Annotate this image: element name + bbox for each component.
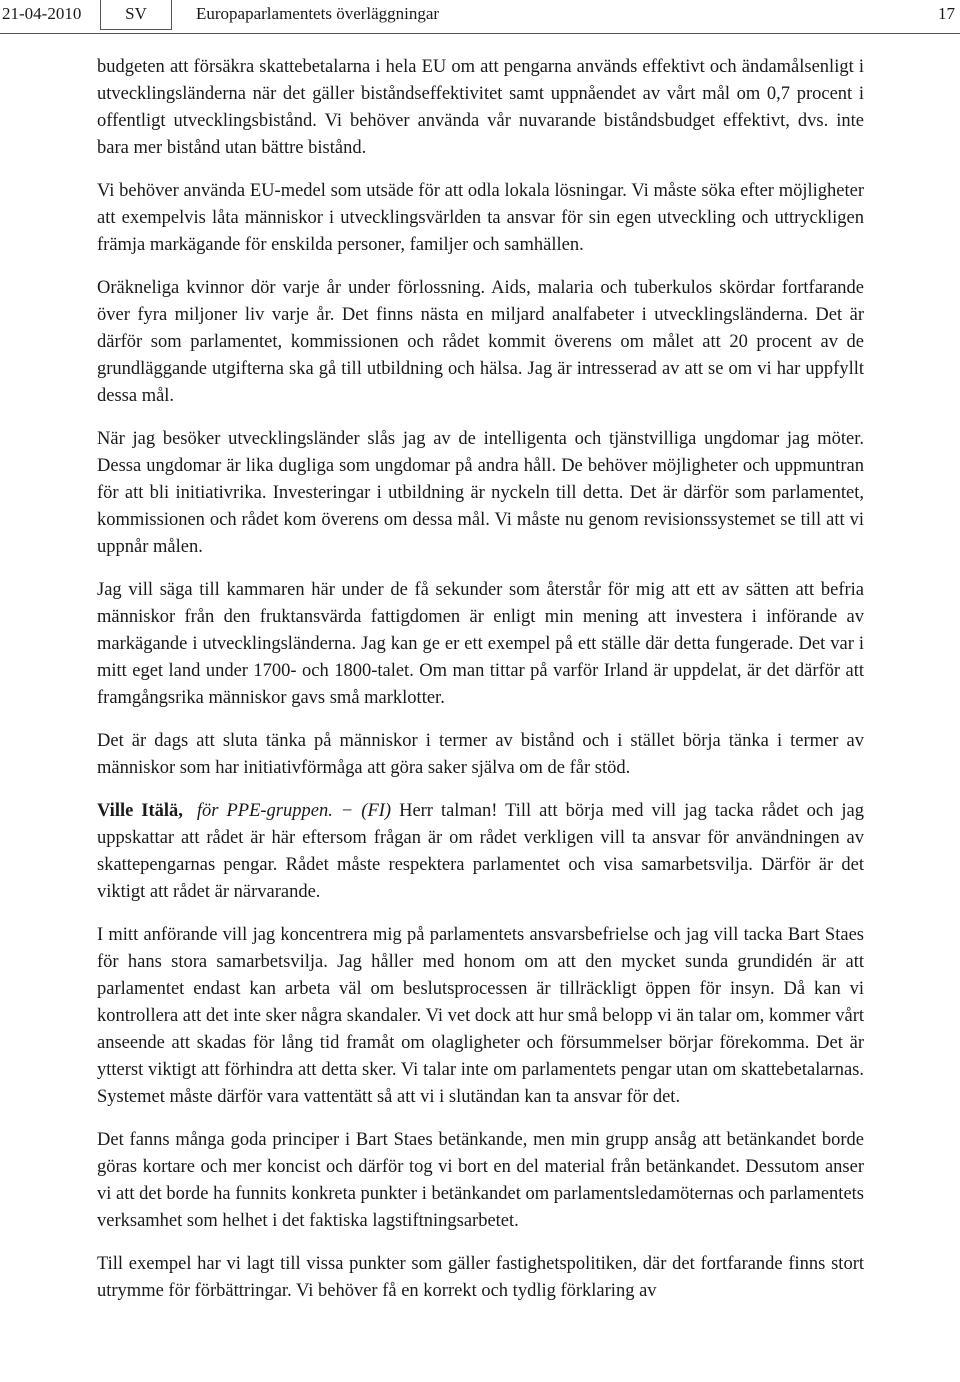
paragraph: Det är dags att sluta tänka på människor i termer av bistånd och i stället börja tänka i termer av människor som har initiativförmåga att göra saker själva om de får stöd. (97, 731, 864, 778)
page-number: 17 (938, 4, 955, 23)
paragraph: Till exempel har vi lagt till vissa punkter som gäller fastighetspolitiken, där det fortfarande finns stort utrymme för förbättringar. Vi behöver få en korrekt och tydlig förklaring av (97, 1254, 864, 1301)
speaker-role: för PPE-gruppen. − (FI) (196, 801, 392, 821)
speech-text: Herr talman! Till att börja med vill jag tacka rådet och jag uppskattar att rådet är här eftersom frågan är om rådet verkligen vill ta ansvar för användningen av skattepengarnas pengar. Rådet måste respektera parlamentet och visa samarbetsvilja. Därför är det viktigt att rådet är närvarande. (97, 801, 864, 902)
paragraph: Oräkneliga kvinnor dör varje år under förlossning. Aids, malaria och tuberkulos skördar fortfarande över fyra miljoner liv varje år. Det finns nästa en miljard analfabeter i utvecklingsländerna. Det är därför som parlamentet, kommissionen och rådet kommit överens om målet att 20 procent av de grundläggande utgifterna ska gå till utbildning och hälsa. Jag är intresserad av att se om vi har uppfyllt dessa mål. (97, 278, 864, 406)
header-date: 21-04-2010 (2, 4, 82, 23)
publication-title: Europaparlamentets överläggningar (196, 4, 440, 23)
paragraph: I mitt anförande vill jag koncentrera mig på parlamentets ansvarsbefrielse och jag vill tacka Bart Staes för hans stora samarbetsvilja. Jag håller med honom om att den mycket sunda grundidén är att parlamentet endast kan arbeta väl om beslutsprocessen är tillräckligt öppen för insyn. Då kan vi kontrollera att det inte sker några skandaler. Vi vet dock att hur små belopp vi än talar om, kommer vårt anseende att skadas för lång tid framåt om olagligheter och försummelser börjar förekomma. Det är ytterst viktigt att förhindra att detta sker. Vi talar inte om parlamentets pengar utan om skattebetalarnas. Systemet måste därför vara vattentätt så att vi i slutändan kan ta ansvar för det. (97, 925, 864, 1107)
paragraph: Vi behöver använda EU-medel som utsäde för att odla lokala lösningar. Vi måste söka efter möjligheter att exempelvis låta människor i utvecklingsvärlden ta ansvar för sin egen utveckling och uttryckligen främja markägande för enskilda personer, familjer och samhällen. (97, 181, 864, 255)
speaker-name: Ville Itälä, (97, 801, 183, 821)
speech-paragraph (97, 798, 864, 906)
paragraph: När jag besöker utvecklingsländer slås jag av de intelligenta och tjänstvilliga ungdomar jag möter. Dessa ungdomar är lika dugliga som ungdomar på andra håll. De behöver möjligheter och uppmuntran för att bli initiativrika. Investeringar i utbildning är nyckeln till detta. Det är därför som parlamentet, kommissionen och rådet kom överens om dessa mål. Vi måste nu genom revisionssystemet se till att vi uppnår målen. (97, 429, 864, 557)
language-label: SV (100, 0, 172, 30)
document-body (97, 54, 864, 1321)
paragraph: budgeten att försäkra skattebetalarna i hela EU om att pengarna används effektivt och ändamålsenligt i utvecklingsländerna när det gäller biståndseffektivitet samt uppnåendet av vårt mål om 0,7 procent i offentligt utvecklingsbistånd. Vi behöver använda vår nuvarande biståndsbudget effektivt, dvs. inte bara mer bistånd utan bättre bistånd. (97, 57, 864, 158)
page-header (0, 0, 960, 34)
paragraph: Det fanns många goda principer i Bart Staes betänkande, men min grupp ansåg att betänkandet borde göras kortare och mer koncist och därför tog vi bort en del material från betänkandet. Dessutom anser vi att det borde ha funnits konkreta punkter i betänkandet om parlamentsledamöternas och parlamentets verksamhet som helhet i det faktiska lagstiftningsarbetet. (97, 1130, 864, 1231)
paragraph: Jag vill säga till kammaren här under de få sekunder som återstår för mig att ett av sätten att befria människor från den fruktansvärda fattigdomen är enligt min mening att investera i införande av markägande i utvecklingsländerna. Jag kan ge er ett exempel på ett ställe där detta fungerade. Det var i mitt eget land under 1700- och 1800-talet. Om man tittar på varför Irland är uppdelat, är det därför att framgångsrika människor gavs små marklotter. (97, 580, 864, 708)
